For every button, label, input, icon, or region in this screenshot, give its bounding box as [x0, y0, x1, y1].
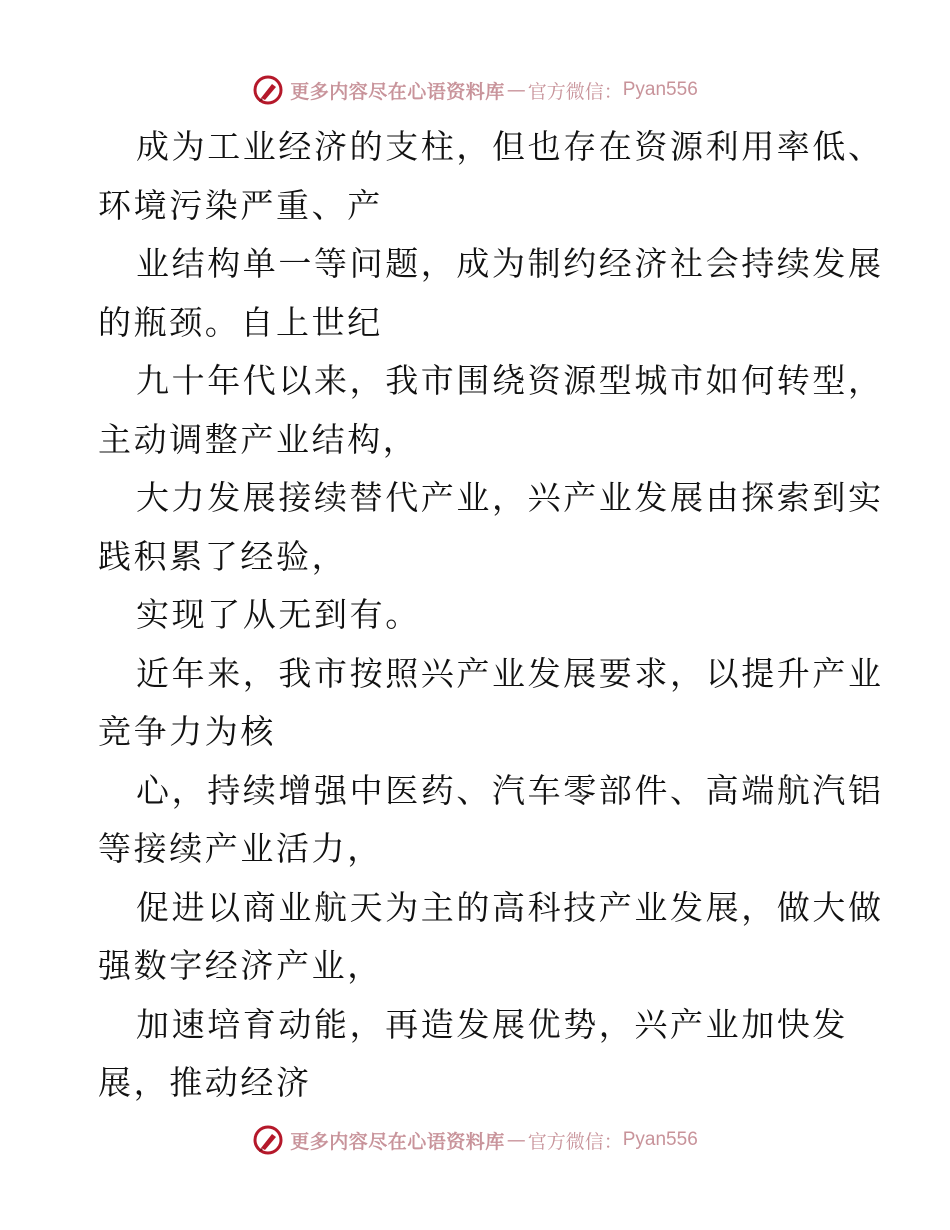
- watermark-handle: Pyan556: [622, 79, 698, 100]
- text-line: 强数字经济产业，: [98, 946, 383, 985]
- watermark-site: 更多内容尽在心语资料库: [290, 80, 505, 103]
- watermark-separator: —: [506, 1129, 526, 1151]
- text-line: 环境污染严重、产: [98, 185, 383, 225]
- text-line: 成为工业经济的支柱，但也存在资源利用率低、: [136, 127, 884, 166]
- text-line: 等接续产业活力，: [98, 829, 383, 868]
- watermark-site: 更多内容尽在心语资料库: [290, 1130, 505, 1153]
- watermark-label: 官方微信：: [527, 1130, 623, 1153]
- body-text: [98, 118, 884, 1113]
- text-line: 大力发展接续替代产业，兴产业发展由探索到实: [136, 478, 884, 517]
- pen-logo-icon: [252, 74, 284, 106]
- watermark-label: 官方微信：: [527, 80, 623, 103]
- watermark-handle: Pyan556: [622, 1129, 698, 1150]
- text-line: 的瓶颈。自上世纪: [98, 302, 383, 342]
- text-line: 主动调整产业结构，: [98, 419, 419, 459]
- text-line: 实现了从无到有。: [136, 595, 421, 634]
- text-line: 展，推动经济: [98, 1063, 312, 1102]
- watermark-separator: —: [506, 79, 526, 101]
- text-line: 九十年代以来，我市围绕资源型城市如何转型，: [136, 361, 884, 400]
- text-line: 加速培育动能，再造发展优势，兴产业加快发: [136, 1004, 848, 1044]
- text-line: 业结构单一等问题，成为制约经济社会持续发展: [136, 244, 884, 283]
- footer-watermark: [0, 1120, 950, 1160]
- text-line: 促进以商业航天为主的高科技产业发展，做大做: [136, 887, 884, 927]
- text-line: 践积累了经验，: [98, 536, 348, 576]
- text-line: 近年来，我市按照兴产业发展要求，以提升产业: [136, 653, 884, 693]
- text-line: 竞争力为核: [98, 712, 276, 751]
- pen-logo-icon: [252, 1124, 284, 1156]
- text-line: 心，持续增强中医药、汽车零部件、高端航汽铝: [136, 770, 884, 810]
- header-watermark: [0, 70, 950, 110]
